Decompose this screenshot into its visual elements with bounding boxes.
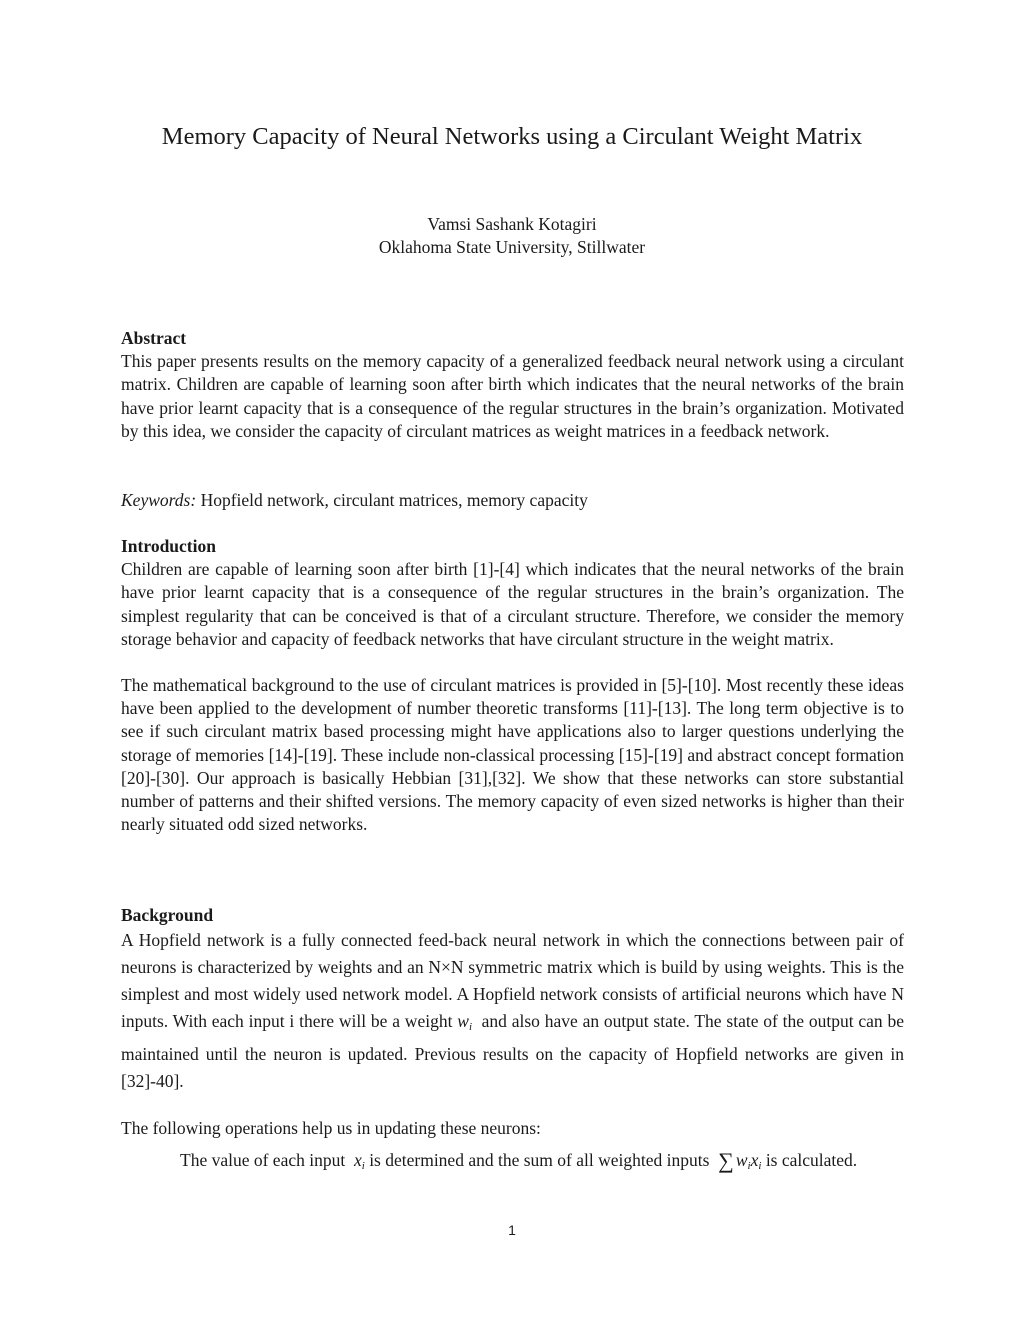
author-block (0, 213, 1024, 259)
weight-symbol: w (457, 1011, 469, 1032)
weight-subscript: i (468, 1021, 473, 1034)
introduction-heading: Introduction (121, 536, 216, 556)
operation-text-c: is calculated. (765, 1150, 858, 1170)
operation-step (180, 1145, 904, 1181)
background-paragraph-2: The following operations help us in updating these neurons: (121, 1118, 541, 1139)
background-section (121, 904, 904, 1140)
page-number: 1 (508, 1222, 516, 1238)
operation-text-a: The value of each input (180, 1150, 346, 1170)
introduction-section (121, 535, 904, 836)
operation-text-b: is determined and the sum of all weighted inputs (369, 1150, 710, 1170)
abstract-heading: Abstract (121, 328, 187, 348)
introduction-paragraph-2: The mathematical background to the use of circulant matrices is provided in [5]-[10]. Most recently these ideas have been applied to the development of number theoretic transforms [11]-[13]. The long term objective is to see if such circulant matrix based processing might have applications also to larger questions underlying the storage of memories [14]-[19]. These include non-classical processing [15]-[19] and abstract concept formation [20]-[30]. Our approach is basically Hebbian [31],[32]. We show that these networks can store substantial number of patterns and their shifted versions. The memory capacity of even sized networks is higher than their nearly situated odd sized networks. (121, 675, 904, 835)
background-paragraph-1-text-b: and also have an output state. The state of the output can be maintained until the neuron is updated. Previous results on the capacity of Hopfield networks are given in [32]-40]. (121, 1011, 905, 1092)
paper-title: Memory Capacity of Neural Networks using a Circulant Weight Matrix (161, 123, 863, 150)
summation-symbol: ∑ (718, 1148, 734, 1173)
sum-input-subscript: i (758, 1160, 762, 1172)
keywords-text: Hopfield network, circulant matrices, memory capacity (200, 490, 588, 510)
keywords-label: Keywords: (121, 490, 197, 510)
abstract-text: This paper presents results on the memory capacity of a generalized feedback neural network using a circulant matrix. Children are capable of learning soon after birth which indicates that the neural networks of the brain have prior learnt capacity that is a consequence of the regular structures in the brain’s organization. Motivated by this idea, we consider the capacity of circulant matrices as weight matrices in a feedback network. (121, 351, 904, 441)
input-symbol: x (353, 1150, 362, 1170)
sum-weight-symbol: w (735, 1150, 748, 1170)
author-affiliation: Oklahoma State University, Stillwater (378, 237, 646, 257)
input-subscript: i (361, 1160, 365, 1172)
background-heading: Background (121, 905, 214, 925)
keywords-line (121, 489, 904, 512)
background-paragraph-1-text-a: A Hopfield network is a fully connected feed-back neural network in which the connections between pair of neurons is characterized by weights and an N×N symmetric matrix which is build by using weights. This is the simplest and most widely used network model. A Hopfield network consists of artificial neurons which have N inputs. With each input i there will be a weight (121, 930, 904, 1032)
introduction-paragraph-1: Children are capable of learning soon after birth [1]-[4] which indicates that the neural networks of the brain have prior learnt capacity that is a consequence of the regular structures in the brain’s organization. The simplest regularity that can be conceived is that of a circulant structure. Therefore, we consider the memory storage behavior and capacity of feedback networks that have circulant structure in the weight matrix. (121, 559, 904, 649)
sum-input-symbol: x (750, 1150, 759, 1170)
background-paragraph-1 (121, 927, 904, 1095)
sum-weight-subscript: i (747, 1160, 751, 1172)
author-name: Vamsi Sashank Kotagiri (427, 214, 597, 234)
abstract-section (121, 327, 904, 443)
